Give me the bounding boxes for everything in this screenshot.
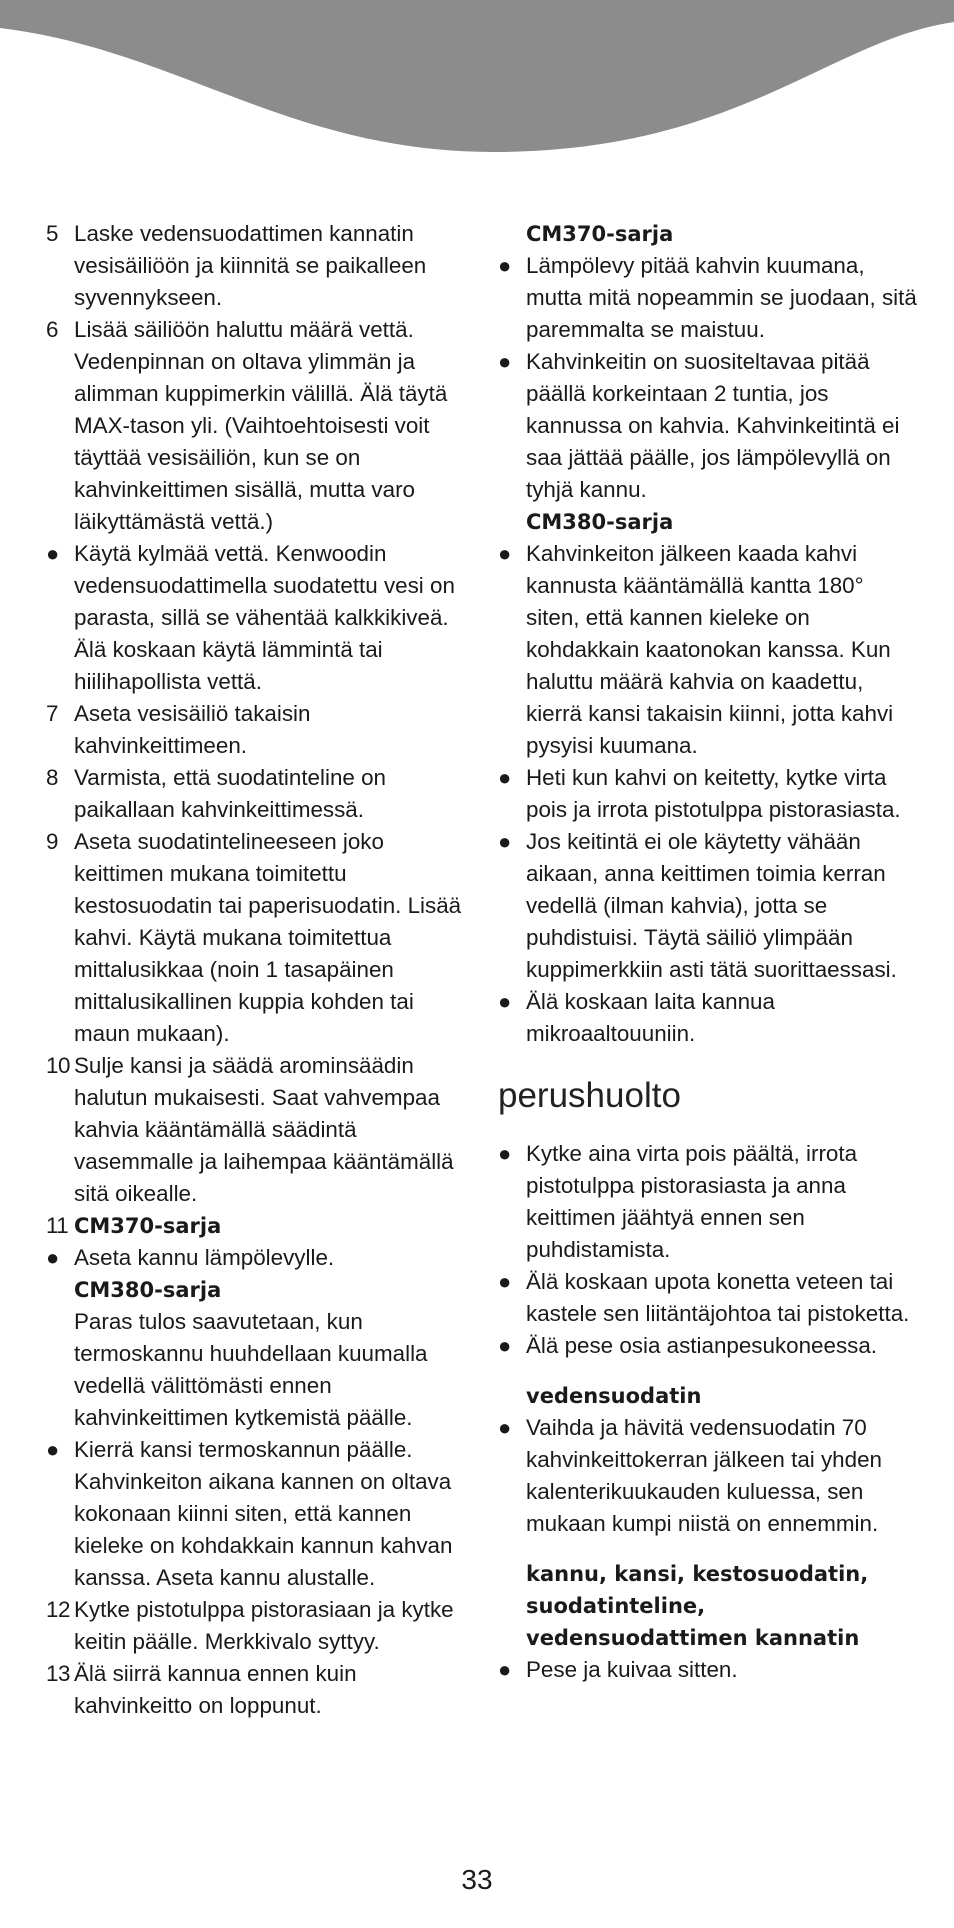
model-heading: CM370-sarja <box>74 1214 222 1238</box>
step-text: Laske vedensuodattimen kannatin vesisäiliöön ja kiinnitä se paikalleen syvennykseen. <box>74 221 427 310</box>
bullet-text: Aseta kannu lämpölevylle. <box>74 1245 335 1270</box>
bullet-icon: ● <box>46 1245 60 1270</box>
section-title: perushuolto <box>498 1076 681 1115</box>
list-item <box>498 1330 918 1362</box>
list-item <box>498 1654 918 1686</box>
list-item <box>46 538 466 698</box>
bullet-text: Älä koskaan upota konetta veteen tai kastele sen liitäntäjohtoa tai pistoketta. <box>526 1269 910 1326</box>
bullet-text: Kierrä kansi termoskannun päälle. Kahvinkeiton aikana kannen on oltava kokonaan kiinni siten, että kannen kieleke on kohdakkain kannun kahvan kanssa. Aseta kannu alustalle. <box>74 1437 453 1590</box>
bullet-icon: ● <box>498 541 512 566</box>
list-item <box>46 1050 466 1210</box>
list-item <box>46 698 466 762</box>
bullet-text: Kahvinkeiton jälkeen kaada kahvi kannusta kääntämällä kantta 180° siten, että kannen kieleke on kohdakkain kaatonokan kanssa. Kun haluttu määrä kahvia on kaadettu, kierrä kansi takaisin kiinni, jotta kahvi pysyisi kuumana. <box>526 541 894 758</box>
bullet-text: Pese ja kuivaa sitten. <box>526 1657 738 1682</box>
bullet-text: Jos keitintä ei ole käytetty vähään aikaan, anna keittimen toimia kerran vedellä (ilman kahvia), jotta se puhdistuisi. Täytä säiliö ylimpään kuppimerkkiin asti tätä suorittaessasi. <box>526 829 897 982</box>
model-heading: CM380-sarja <box>74 1278 222 1302</box>
step-text: Varmista, että suodatinteline on paikallaan kahvinkeittimessä. <box>74 765 386 822</box>
list-item <box>46 1242 466 1274</box>
page-number: 33 <box>461 1864 493 1895</box>
bullet-text: Käytä kylmää vettä. Kenwoodin vedensuodattimella suodatettu vesi on parasta, sillä se vähentää kalkkikiveä. Älä koskaan käytä lämmintä tai hiilihapollista vettä. <box>74 541 455 694</box>
bullet-icon: ● <box>498 1333 512 1358</box>
paragraph-text: Paras tulos saavutetaan, kun termoskannu huuhdellaan kuumalla vedellä välittömästi ennen kahvinkeittimen kytkemistä päälle. <box>74 1309 428 1430</box>
list-item <box>498 1412 918 1540</box>
bullet-icon: ● <box>498 1141 512 1166</box>
bullet-text: Heti kun kahvi on keitetty, kytke virta pois ja irrota pistotulppa pistorasiasta. <box>526 765 901 822</box>
left-column <box>46 218 466 1722</box>
bullet-icon: ● <box>498 989 512 1014</box>
model-heading: CM380-sarja <box>526 510 674 534</box>
subsection-heading: vedensuodatin <box>526 1384 702 1408</box>
list-item <box>46 218 466 314</box>
bullet-text: Lämpölevy pitää kahvin kuumana, mutta mitä nopeammin se juodaan, sitä paremmalta se maistuu. <box>526 253 917 342</box>
spacer <box>498 1540 918 1558</box>
list-item <box>498 762 918 826</box>
model-heading: CM370-sarja <box>526 222 674 246</box>
bullet-text: Kytke aina virta pois päältä, irrota pistotulppa pistorasiasta ja anna keittimen jäähtyä ennen sen puhdistamista. <box>526 1141 858 1262</box>
step-text: Lisää säiliöön haluttu määrä vettä. Vedenpinnan on oltava ylimmän ja alimman kuppimerkin välillä. Älä täytä MAX-tason yli. (Vaihtoehtoisesti voit täyttää vesisäiliön, kun se on kahvinkeittimen sisällä, mutta varo läikyttämästä vettä.) <box>74 317 448 534</box>
bullet-text: Vaihda ja hävitä vedensuodatin 70 kahvinkeittokerran jälkeen tai yhden kalenterikuukauden kuluessa, sen mukaan kumpi niistä on ennemmin. <box>526 1415 882 1536</box>
bullet-text: Älä koskaan laita kannua mikroaaltouuniin. <box>526 989 775 1046</box>
step-number: 5 <box>46 221 58 246</box>
subsection-heading-line: suodatinteline, <box>526 1594 706 1618</box>
bullet-icon: ● <box>498 829 512 854</box>
bullet-icon: ● <box>498 1269 512 1294</box>
bullet-icon: ● <box>46 541 60 566</box>
list-item <box>46 1210 466 1242</box>
subsection-heading-line: vedensuodattimen kannatin <box>526 1626 860 1650</box>
list-item <box>498 250 918 346</box>
step-number: 7 <box>46 701 58 726</box>
bullet-text: Älä pese osia astianpesukoneessa. <box>526 1333 878 1358</box>
bullet-text: Kahvinkeitin on suositeltavaa pitää päällä korkeintaan 2 tuntia, jos kannussa on kahvia. Kahvinkeitintä ei saa jättää päälle, jos lämpölevyllä on tyhjä kannu. <box>526 349 900 502</box>
step-text: Aseta suodatintelineeseen joko keittimen mukana toimitettu kestosuodatin tai paperisuodatin. Lisää kahvi. Käytä mukana toimitettua mittalusikkaa (noin 1 tasapäinen mittalusikallinen kuppia kohden tai maun mukaan). <box>74 829 462 1046</box>
bullet-icon: ● <box>46 1437 60 1462</box>
list-item <box>46 1594 466 1658</box>
step-number: 9 <box>46 829 58 854</box>
list-item <box>46 314 466 538</box>
bullet-icon: ● <box>498 349 512 374</box>
bullet-icon: ● <box>498 1415 512 1440</box>
list-item <box>46 762 466 826</box>
step-text: Kytke pistotulppa pistorasiaan ja kytke keitin päälle. Merkkivalo syttyy. <box>74 1597 454 1654</box>
bullet-icon: ● <box>498 765 512 790</box>
list-item <box>498 1138 918 1266</box>
step-number: 6 <box>46 317 58 342</box>
list-item <box>498 986 918 1050</box>
step-text: Älä siirrä kannua ennen kuin kahvinkeitto on loppunut. <box>74 1661 357 1718</box>
list-item <box>498 1266 918 1330</box>
list-item <box>498 826 918 986</box>
list-item <box>46 826 466 1050</box>
spacer <box>498 1362 918 1380</box>
step-text: Sulje kansi ja säädä arominsäädin halutun mukaisesti. Saat vahvempaa kahvia kääntämällä säädintä vasemmalle ja laihempaa kääntämällä sitä oikealle. <box>74 1053 454 1206</box>
wave-shape <box>0 0 954 152</box>
list-item <box>46 1658 466 1722</box>
step-number: 10 <box>46 1053 70 1078</box>
step-number: 12 <box>46 1597 70 1622</box>
step-text: Aseta vesisäiliö takaisin kahvinkeittimeen. <box>74 701 311 758</box>
list-item <box>498 538 918 762</box>
list-item <box>46 1434 466 1594</box>
step-number: 13 <box>46 1661 70 1686</box>
header-wave <box>0 0 954 180</box>
right-column <box>498 218 918 1686</box>
subsection-heading-line: kannu, kansi, kestosuodatin, <box>526 1562 869 1586</box>
list-item <box>498 346 918 506</box>
bullet-icon: ● <box>498 253 512 278</box>
step-number: 11 <box>46 1213 69 1238</box>
step-number: 8 <box>46 765 58 790</box>
bullet-icon: ● <box>498 1657 512 1682</box>
